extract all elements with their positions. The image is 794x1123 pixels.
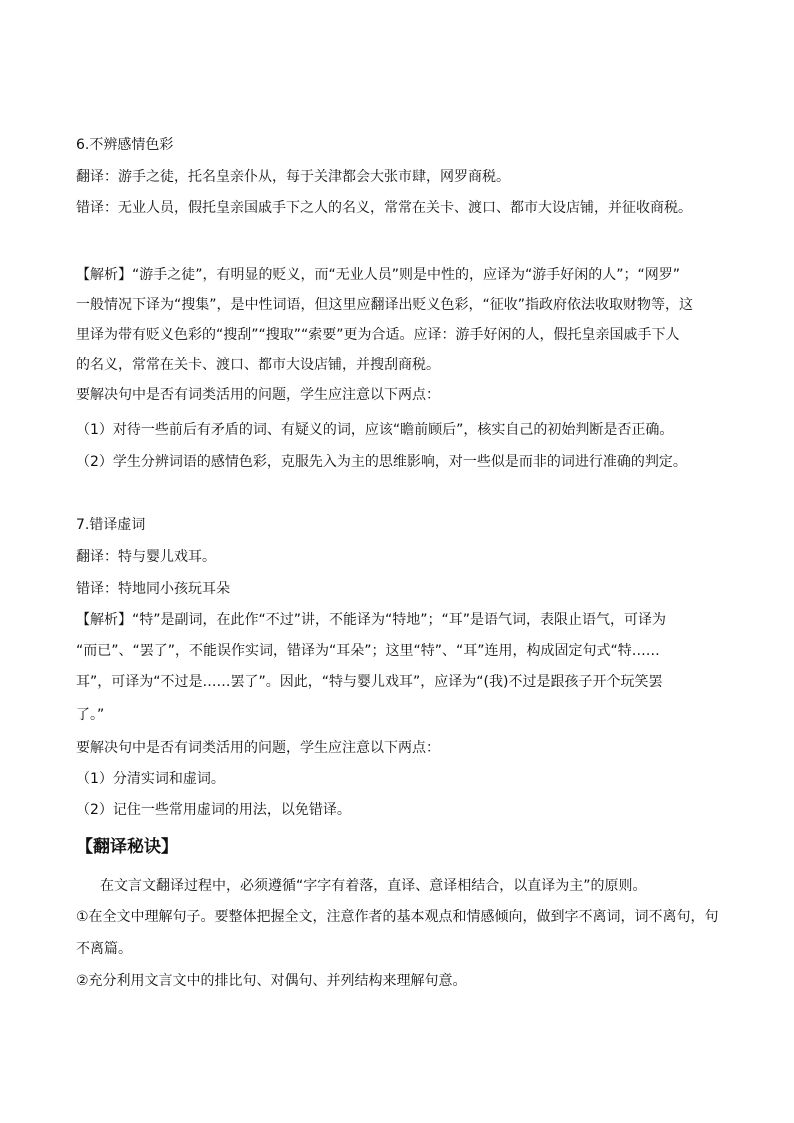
section6-point: （1）对待一些前后有矛盾的词、有疑义的词，应该“瞻前顾后”，核实自己的初始判断是否正确。 (76, 422, 674, 438)
section6-solve-intro: 要解决句中是否有词类活用的问题，学生应注意以下两点： (76, 387, 440, 403)
section7-analysis-line: 耳”，可译为“不过是……罢了”。因此，“特与婴儿戏耳”，应译为“(我)不过是跟孩子开个玩笑罢 (76, 674, 663, 690)
section7-point: （1）分清实词和虚词。 (76, 771, 225, 787)
secret-heading: 【翻译秘诀】 (76, 837, 178, 857)
secret-intro: 在文言文翻译过程中，必须遵循“字字有着落，直译、意译相结合，以直译为主”的原则。 (100, 878, 647, 894)
section6-analysis-line: 里译为带有贬义色彩的“搜刮”“搜取”“索要”更为合适。应译：游手好闲的人，假托皇亲国戚手下人 (76, 327, 680, 343)
section7-analysis-line: “而已”、“罢了”，不能误作实词，错译为“耳朵”；这里“特”、“耳”连用，构成固定句式“特…… (76, 643, 660, 659)
section7-wrong-translation: 错译：特地同小孩玩耳朵 (76, 581, 230, 597)
section6-point: （2）学生分辨词语的感情色彩，克服先入为主的思维影响，对一些似是而非的词进行准确的判定。 (76, 454, 687, 470)
section6-analysis-line: 【解析】“游手之徒”，有明显的贬义，而“无业人员”则是中性的，应译为“游手好闲的人”；“网罗” (76, 267, 681, 283)
section7-point: （2）记住一些常用虚词的用法，以免错译。 (76, 802, 351, 818)
section7-solve-intro: 要解决句中是否有词类活用的问题，学生应注意以下两点： (76, 740, 440, 756)
secret-line: ①在全文中理解句子。要整体把握全文，注意作者的基本观点和情感倾向，做到字不离词，词不离句，句 (76, 909, 719, 925)
section7-analysis-line: 了。” (76, 707, 105, 723)
secret-line: ②充分利用文言文中的排比句、对偶句、并列结构来理解句意。 (76, 973, 467, 989)
section7-title: 7.错译虚词 (76, 517, 146, 533)
section6-analysis-line: 一般情况下译为“搜集”，是中性词语，但这里应翻译出贬义色彩，“征收”指政府依法收取财物等，这 (76, 297, 694, 313)
section6-wrong-translation: 错译：无业人员，假托皇亲国戚手下之人的名义，常常在关卡、渡口、都市大设店铺，并征收商税。 (76, 200, 692, 216)
secret-line: 不离篇。 (76, 941, 132, 957)
section6-translation: 翻译：游手之徒，托名皇亲仆从，每于关津都会大张市肆，网罗商税。 (76, 169, 510, 185)
section6-title: 6.不辨感情色彩 (76, 137, 174, 153)
section7-analysis-line: 【解析】“特”是副词，在此作“不过”讲，不能译为“特地”；“耳”是语气词，表限止语气，可译为 (76, 612, 667, 628)
section7-translation: 翻译：特与婴儿戏耳。 (76, 549, 216, 565)
section6-analysis-line: 的名义，常常在关卡、渡口、都市大设店铺，并搜刮商税。 (76, 357, 440, 373)
